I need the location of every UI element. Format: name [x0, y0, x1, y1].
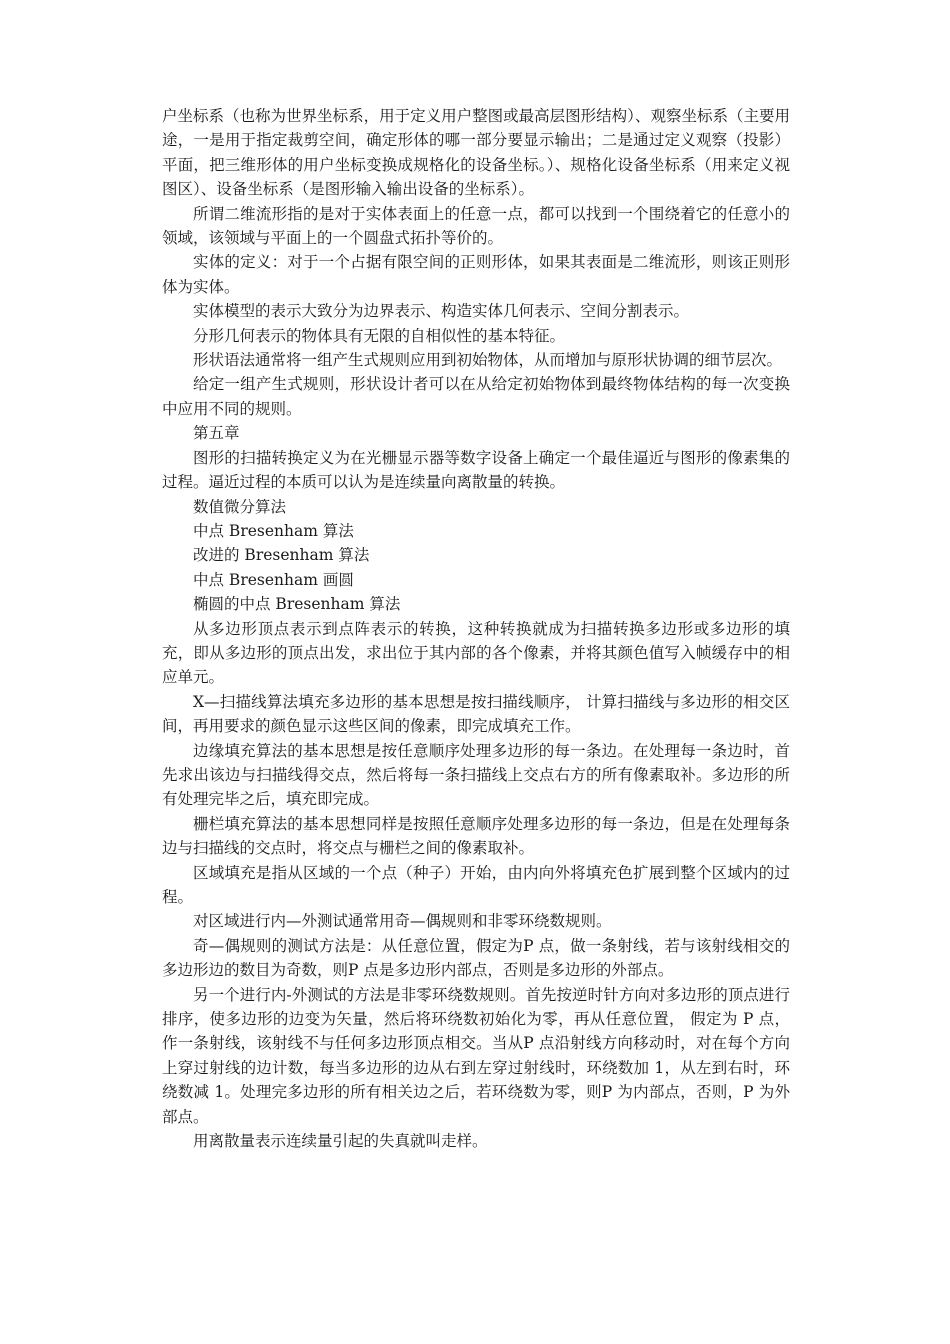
paragraph-fence-fill: 栅栏填充算法的基本思想同样是按照任意顺序处理多边形的每一条边，但是在处理每条边与扫描线的交点时，将交点与栅栏之间的像素取补。	[162, 814, 790, 858]
paragraph-nonzero-winding-rule: 另一个进行内-外测试的方法是非零环绕数规则。首先按逆时针方向对多边形的顶点进行排序，使多边形的边变为矢量，然后将环绕数初始化为零，再从任意位置， 假定为 P 点，作一条射线，该射线不与任何多边形顶点相交。当从P 点沿射线方向移动时，对在每个方向上穿过射线的边计数，每当多边形的边从右到左穿过射线时，环绕数加 1，从左到右时，环绕数减 1。处理完多边形的所有相关边之后，若环绕数为零，则P 为内部点，否则，P 为外部点。	[162, 985, 790, 1126]
paragraph-odd-even-rule: 奇—偶规则的测试方法是：从任意位置，假定为P 点，做一条射线，若与该射线相交的多边形边的数目为奇数，则P 点是多边形内部点，否则是多边形的外部点。	[162, 936, 790, 980]
paragraph-polygon-scan-conversion: 从多边形顶点表示到点阵表示的转换，这种转换就成为扫描转换多边形或多边形的填充，即从多边形的顶点出发，求出位于其内部的各个像素，并将其颜色值写入帧缓存中的相应单元。	[162, 619, 790, 687]
algorithm-item-improved-bresenham: 改进的 Bresenham 算法	[193, 546, 370, 565]
paragraph-x-scanline-fill: X—扫描线算法填充多边形的基本思想是按扫描线顺序， 计算扫描线与多边形的相交区间，再用要求的颜色显示这些区间的像素，即完成填充工作。	[162, 692, 790, 736]
algorithm-item-bresenham-circle: 中点 Bresenham 画圆	[193, 570, 354, 589]
document-body	[162, 104, 790, 1153]
paragraph-scan-conversion: 图形的扫描转换定义为在光栅显示器等数字设备上确定一个最佳逼近与图形的像素集的过程。逼近过程的本质可以认为是连续量向离散量的转换。	[162, 448, 790, 492]
paragraph-region-fill: 区域填充是指从区域的一个点（种子）开始，由内向外将填充色扩展到整个区域内的过程。	[162, 863, 790, 906]
chapter-heading: 第五章	[193, 424, 240, 443]
paragraph-edge-fill: 边缘填充算法的基本思想是按任意顺序处理多边形的每一条边。在处理每一条边时，首先求出该边与扫描线得交点，然后将每一条扫描线上交点右方的所有像素取补。多边形的所有处理完毕之后，填充即完成。	[162, 741, 790, 809]
paragraph-shape-grammar: 形状语法通常将一组产生式规则应用到初始物体，从而增加与原形状协调的细节层次。	[193, 351, 783, 370]
paragraph-production-rules: 给定一组产生式规则，形状设计者可以在从给定初始物体到最终物体结构的每一次变换中应用不同的规则。	[162, 375, 790, 418]
algorithm-item-bresenham-ellipse: 椭圆的中点 Bresenham 算法	[193, 595, 401, 614]
paragraph-coordinate-systems: 户坐标系（也称为世界坐标系，用于定义用户整图或最高层图形结构）、观察坐标系（主要用途，一是用于指定裁剪空间，确定形体的哪一部分要显示输出；二是通过定义观察（投影）平面，把三维形体的用户坐标变换成规格化的设备坐标。）、规格化设备坐标系（用来定义视图区）、设备坐标系（是图形输入输出设备的坐标系）。	[162, 107, 790, 199]
paragraph-aliasing: 用离散量表示连续量引起的失真就叫走样。	[193, 1132, 488, 1151]
paragraph-inside-outside-test: 对区域进行内—外测试通常用奇—偶规则和非零环绕数规则。	[193, 912, 612, 931]
paragraph-fractal-geometry: 分形几何表示的物体具有无限的自相似性的基本特征。	[193, 326, 566, 345]
paragraph-2d-manifold: 所谓二维流形指的是对于实体表面上的任意一点，都可以找到一个围绕着它的任意小的领域，该领域与平面上的一个圆盘式拓扑等价的。	[162, 204, 790, 248]
paragraph-solid-model-representation: 实体模型的表示大致分为边界表示、构造实体几何表示、空间分割表示。	[193, 302, 690, 321]
algorithm-item-midpoint-bresenham: 中点 Bresenham 算法	[193, 521, 354, 540]
algorithm-item-dda: 数值微分算法	[193, 497, 287, 516]
paragraph-solid-definition: 实体的定义：对于一个占据有限空间的正则形体，如果其表面是二维流形，则该正则形体为实体。	[162, 253, 790, 296]
